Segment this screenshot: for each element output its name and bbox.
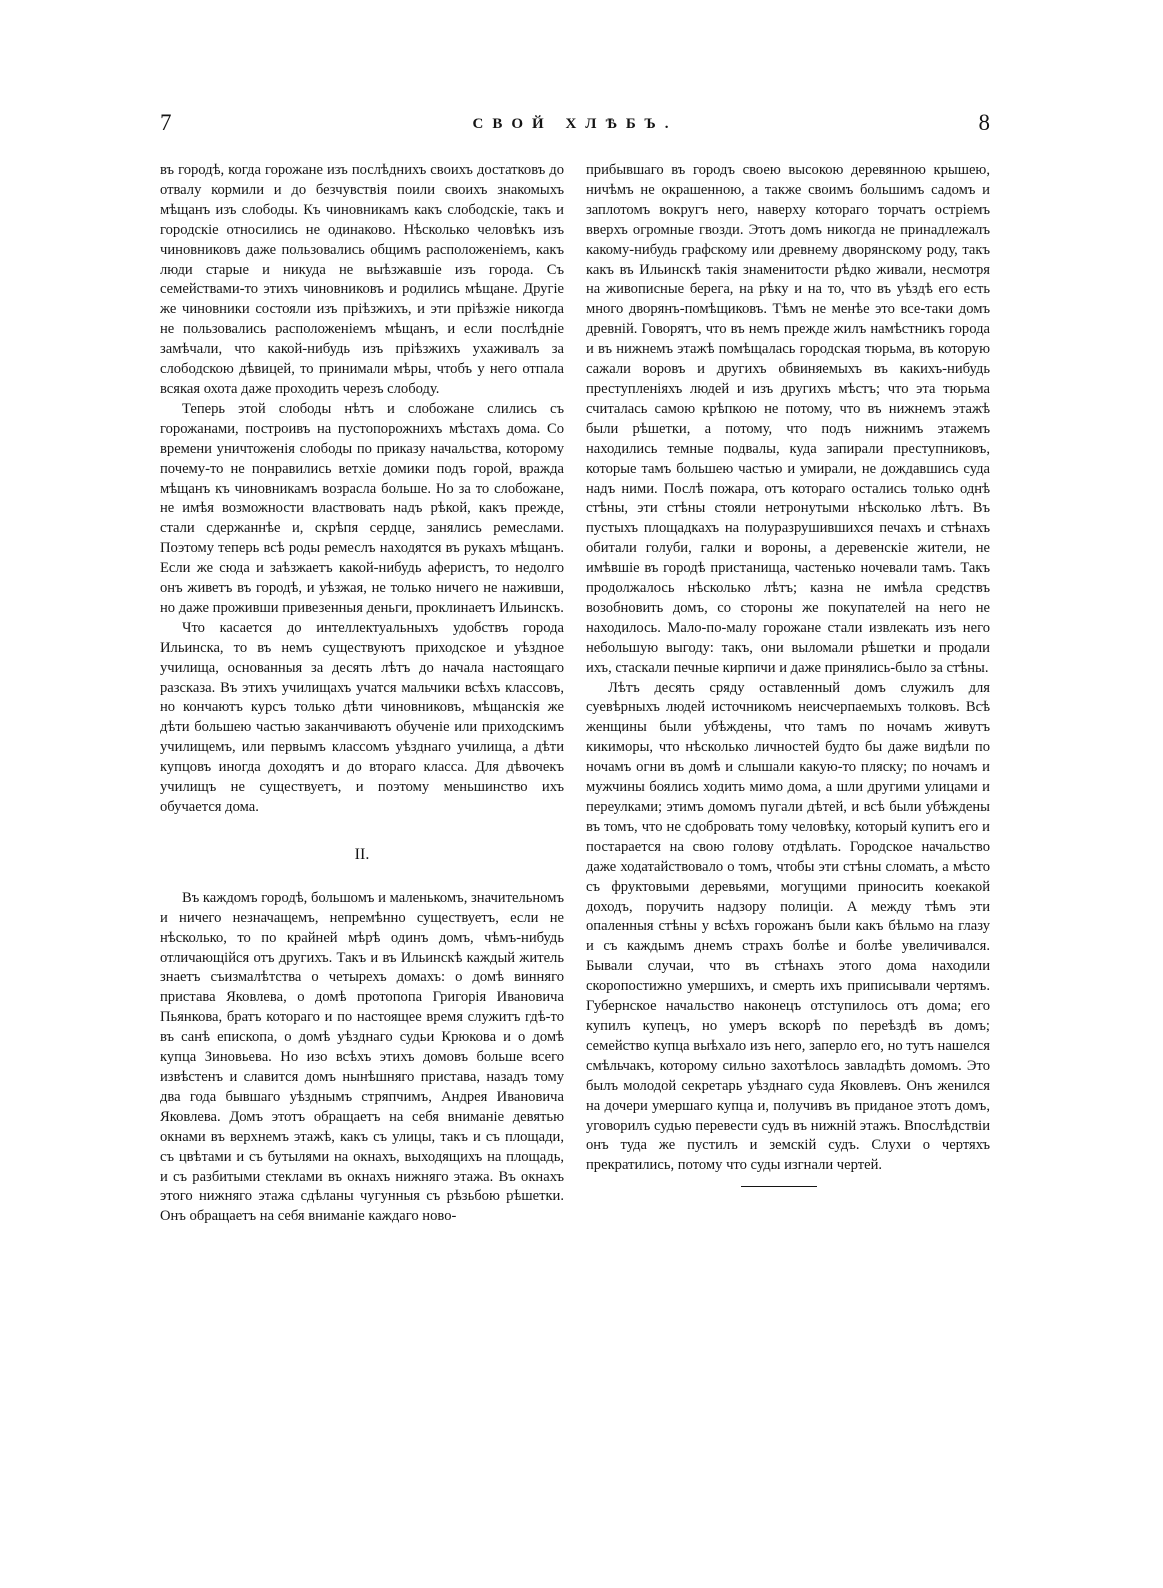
paragraph: прибывшаго въ городъ своею высокою деревянною крышею, ничѣмъ не окрашенною, а также своимъ большимъ садомъ и заплотомъ вокругъ него, наверху котораго торчатъ остріемъ вверхъ огромные гвозди. Этотъ домъ никогда не принадлежалъ какому-нибудь графскому или древнему дворянскому роду, такъ какъ въ Ильинскѣ такія знаменитости рѣдко живали, несмотря на живописные берега, на рѣку и на то, что въ уѣздѣ его есть много дворянъ-помѣщиковъ. Тѣмъ не менѣе это все-таки домъ древній. Говорятъ, что въ немъ прежде жилъ намѣстникъ города и въ нижнемъ этажѣ помѣщалась городская тюрьма, въ которую сажали воровъ и другихъ обвиняемыхъ въ какихъ-нибудь преступленіяхъ людей и изъ другихъ мѣстъ; что эта тюрьма считалась самою крѣпкою не потому, что въ нижнемъ этажѣ были рѣшетки, а потому, что подъ нижнимъ этажемъ находились темные подвалы, куда запирали преступниковъ, которые тамъ большею частью и умирали, не дождавшись суда надъ ними. Послѣ пожара, отъ котораго остались только однѣ стѣны, эти стѣны стояли нетронутыми нѣсколько лѣтъ. Въ пустыхъ площадкахъ на полуразрушившихся печахъ и стѣнахъ обитали голуби, галки и вороны, а деревенскіе жители, не имѣвшіе въ городѣ пристанища, частенько ночевали тамъ. Такъ продолжалось нѣсколько лѣтъ; казна не имѣла средствъ возобновить домъ, со стороны же покупателей на него не находилось. Мало-по-малу горожане стали извлекать изъ него небольшую выгоду: такъ, они выломали рѣшетки и продали ихъ, стаскали печные кирпичи и даже принялись-было за стѣны. [586, 162, 990, 676]
end-rule [741, 1186, 817, 1187]
right-column [586, 161, 990, 1187]
paragraph: Теперь этой слободы нѣтъ и слобожане слились съ горожанами, построивъ на пустопорожнихъ мѣстахъ дома. Со времени уничтоженія слободы по приказу начальства, которому почему-то не понравились ветхіе домики подъ горой, вражда мѣщанъ къ чиновникамъ возрасла больше. Но за то слобожане, не имѣя возможности властвовать надъ рѣкой, какъ прежде, стали сдержаннѣе и, скрѣпя сердце, занялись ремеслами. Поэтому теперь всѣ роды ремеслъ находятся въ рукахъ мѣщанъ. Если же сюда и заѣзжаетъ какой-нибудь аферистъ, то недолго онъ живетъ въ городѣ, и уѣзжая, не только ничего не наживши, но даже проживши привезенныя деньги, проклинаетъ Ильинскъ. [160, 400, 564, 616]
left-column [160, 161, 564, 1227]
section-heading: II. [354, 845, 370, 863]
paragraph: въ городѣ, когда горожане изъ послѣднихъ своихъ достатковъ до отвалу кормили и до безчувствія поили своихъ знакомыхъ мѣщанъ изъ слободы. Къ чиновникамъ какъ слободскіе, такъ и городскіе относились не одинаково. Нѣсколько человѣкъ изъ чиновниковъ даже пользовались общимъ расположеніемъ, какъ люди старые и никуда не выѣзжавшіе изъ города. Съ семействами-то этихъ чиновниковъ и родились мѣщане. Другіе же чиновники состояли изъ пріѣзжихъ, и эти пріѣзжіе никогда не пользовались расположеніемъ мѣщанъ, и если послѣдніе замѣчали, что какой-нибудь изъ пріѣзжихъ ухаживалъ за слободскою дѣвицей, то принимали мѣры, чтобъ у него отпала всякая охота даже проходить черезъ слободу. [160, 162, 564, 397]
paragraph: Въ каждомъ городѣ, большомъ и маленькомъ, значительномъ и ничего незначащемъ, непремѣнно существуетъ, если не нѣсколько, то по крайней мѣрѣ одинъ домъ, чѣмъ-нибудь отличающійся отъ другихъ. Такъ и въ Ильинскѣ каждый житель знаетъ съизмалѣтства о четырехъ домахъ: о домѣ винняго пристава Яковлева, о домѣ протопопа Григорія Ивановича Пьянкова, братъ котораго и по настоящее время служитъ гдѣ-то въ санѣ епископа, о домѣ уѣзднаго судьи Крюкова и о домѣ купца Зиновьева. Но изо всѣхъ этихъ домовъ больше всего извѣстенъ и славится домъ нынѣшняго пристава, назадъ тому два года бывшаго уѣзднымъ стряпчимъ, Андрея Ивановича Яковлева. Домъ этотъ обращаетъ на себя вниманіе девятью окнами въ верхнемъ этажѣ, какъ съ улицы, такъ и съ площади, съ цвѣтами и съ бутылями на окнахъ, выходящихъ на площадь, и съ разбитыми стеклами въ окнахъ нижняго этажа. Въ окнахъ этого нижняго этажа сдѣланы чугунныя съ рѣзьбою рѣшетки. Онъ обращаетъ на себя вниманіе каждаго ново- [160, 889, 565, 1225]
page-header [160, 110, 990, 150]
running-title: СВОЙ ХЛѢБЪ. [472, 116, 678, 132]
paragraph: Лѣтъ десять сряду оставленный домъ служилъ для суевѣрныхъ людей источникомъ неисчерпаемыхъ толковъ. Всѣ женщины были убѣждены, что тамъ по ночамъ живутъ кикиморы, что нѣсколько личностей будто бы даже видѣли по ночамъ огни въ домѣ и слышали какую-то пляску; по ночамъ и мужчины боялись ходить мимо дома, а шли другими улицами и переулками; этимъ домомъ пугали дѣтей, и всѣ были убѣждены въ томъ, что не сдобровать тому человѣку, который купитъ его и постарается на свою голову отдѣлать. Городское начальство даже ходатайствовало о томъ, чтобы эти стѣны сломать, а мѣсто съ фруктовыми деревьями, могущими приносить коекакой доходъ, поручить надзору полиціи. А между тѣмъ эти опаленныя стѣны у всѣхъ горожанъ были какъ бѣльмо на глазу и съ каждымъ днемъ страхъ болѣе и болѣе увеличивался. Бывали случаи, что въ стѣнахъ этого дома находили скоропостижно умершихъ, и смерть ихъ приписывали чертямъ. Губернское начальство наконецъ отступилось отъ дома; его купилъ купецъ, но умеръ вскорѣ по переѣздѣ въ домъ; семейство купца выѣхало изъ него, заперло его, но тутъ нашелся смѣльчакъ, которому сильно захотѣлось завладѣть домомъ. Это былъ молодой секретарь уѣзднаго суда Яковлевъ. Онъ женился на дочери умершаго купца и, получивъ въ приданое этотъ домъ, уговорилъ судью перевести судъ въ нижній этажъ. Впослѣдствіи онъ туда же пустилъ и земскій судъ. Слухи о чертяхъ прекратились, потому что суды изгнали чертей. [586, 679, 990, 1174]
left-page-number: 7 [160, 110, 172, 135]
paragraph: Что касается до интеллектуальныхъ удобствъ города Ильинска, то въ немъ существуютъ приходское и уѣздное училища, основанныя за десять лѣтъ до начала настоящаго разсказа. Въ этихъ училищахъ учатся мальчики всѣхъ классовъ, но кончаютъ курсъ только дѣти чиновниковъ, мѣщанскія же дѣти большею частью заканчиваютъ обученіе или приходскимъ училищемъ, или первымъ классомъ уѣзднаго училища, а дѣти купцовъ иногда доходятъ и до втораго класса. Для дѣвочекъ училищъ не существуетъ, и поэтому меньшинство ихъ обучается дома. [160, 619, 564, 815]
right-page-number: 8 [978, 110, 990, 135]
